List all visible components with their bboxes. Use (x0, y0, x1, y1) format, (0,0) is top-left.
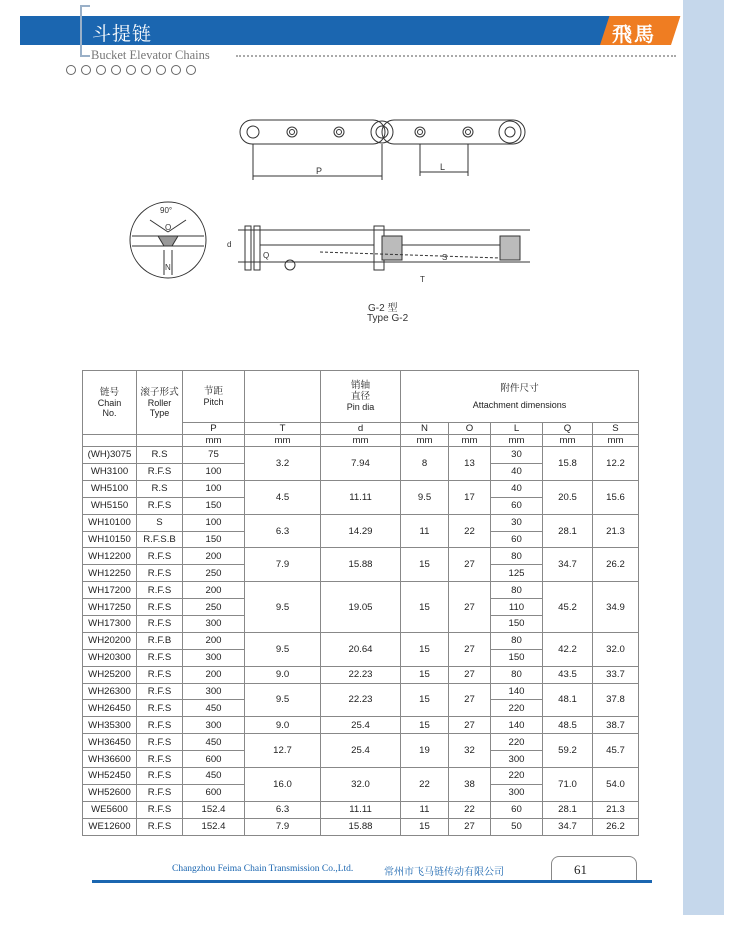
table-row: WH52450 R.F.S 450 16.0 32.0 22 38 220 71.0 54.0 (83, 767, 639, 784)
company-name-en: Changzhou Feima Chain Transmission Co.,Ltd. (172, 864, 354, 874)
dim-o-label: O (165, 223, 172, 232)
dim-n-label: N (165, 263, 171, 272)
side-bar (683, 0, 724, 915)
table-row: WE12600 R.F.S 152.4 7.9 15.88 15 27 50 34.7 26.2 (83, 818, 639, 835)
table-row: WH17200 R.F.S 200 9.5 19.05 15 27 80 45.2 34.9 (83, 582, 639, 599)
table-row: WH17250 R.F.S 250 110 (83, 599, 639, 616)
table-row: WH17300 R.F.S 300 150 (83, 615, 639, 632)
table-row: WH36450 R.F.S 450 12.7 25.4 19 32 220 59.2 45.7 (83, 734, 639, 751)
table-row: WH52600 R.F.S 600 300 (83, 784, 639, 801)
company-name-cn: 常州市飞马链传动有限公司 (384, 867, 504, 878)
col-attachment: 附件尺寸 Attachment dimensions (401, 371, 639, 423)
col-pitch: 节距 Pitch (183, 371, 245, 423)
dim-d-label: d (227, 240, 232, 249)
dim-l-label: L (440, 162, 446, 172)
table-row: WH35300 R.F.S 300 9.0 25.4 15 27 140 48.5 38.7 (83, 717, 639, 734)
decorative-circles (66, 65, 196, 75)
col-pin-dia: 销轴 直径 Pin dia (321, 371, 401, 423)
page-number: 61 (574, 862, 587, 877)
brand-name: 飛馬 (612, 22, 656, 46)
table-row: WH25200 R.F.S 200 9.0 22.23 15 27 80 43.5 33.7 (83, 666, 639, 683)
footer-line (92, 880, 652, 883)
col-roller-type: 滚子形式 Roller Type (137, 371, 183, 435)
page-title: 斗提链 (92, 23, 153, 45)
table-row: WH5100 R.S 100 4.5 11.11 9.5 17 40 20.5 15.6 (83, 480, 639, 497)
chain-drawing (120, 100, 560, 300)
table-row: WE5600 R.F.S 152.4 6.3 11.11 11 22 60 28.1 21.3 (83, 801, 639, 818)
table-row: WH26450 R.F.S 450 220 (83, 700, 639, 717)
dim-q-label: Q (263, 251, 270, 260)
col-chain-no: 链号 Chain No. (83, 371, 137, 435)
table-row: WH10100 S 100 6.3 14.29 11 22 30 28.1 21.3 (83, 514, 639, 531)
table-row: WH5150 R.F.S 150 60 (83, 497, 639, 514)
figure-caption-en: Type G-2 (367, 313, 409, 324)
dim-t-label: T (420, 275, 425, 284)
table-row: WH12200 R.F.S 200 7.9 15.88 15 27 80 34.7 26.2 (83, 548, 639, 565)
table-body (83, 447, 639, 835)
dim-s-label: S (442, 253, 448, 262)
page-subtitle: Bucket Elevator Chains (91, 48, 210, 62)
spec-table: 链号 Chain No. 滚子形式 Roller Type 节距 Pitch 销轴 直径 Pin dia 附件尺寸 Attachment dimensions P T d N O L Q S mm mm mm mm mm mm mm mm (WH)3075 R.S 75 3.2 7.94 8 13 30 15.8 12.2 WH3100 R.F.S 100 40 WH5100 R.S 100 4.5 11.11 9.5 17 40 20.5 15.6 WH5150 R.F.S 150 60 WH10100 S 100 6.3 14.29 11 22 30 28.1 21.3 WH10150 R.F.S.B 150 60 WH12200 R.F.S 200 7.9 15.88 15 27 80 34.7 26.2 WH12250 R.F.S 250 125 WH17200 R.F.S 200 9.5 19.05 15 27 80 45.2 34.9 WH17250 R.F.S 250 110 WH17300 R.F.S 300 150 WH20200 R.F.B 200 9.5 20.64 15 27 80 42.2 32.0 WH20300 R.F.S 300 150 WH25200 R.F.S 200 9.0 22.23 15 27 80 43.5 33.7 WH26300 R.F.S 300 9.5 22.23 15 27 140 48.1 37.8 WH26450 R.F.S 450 220 WH35300 R.F.S 300 9.0 25.4 15 27 140 48.5 38.7 WH36450 R.F.S 450 12.7 25.4 19 32 220 59.2 45.7 WH36600 R.F.S 600 300 WH52450 R.F.S 450 16.0 32.0 22 38 220 71.0 54.0 WH52600 R.F.S 600 300 WE5600 R.F.S 152.4 6.3 11.11 11 22 60 28.1 21.3 WE12600 R.F.S 152.4 7.9 15.88 15 27 50 34.7 26.2 (82, 370, 639, 836)
dim-p-label: P (316, 166, 323, 176)
table-row: WH3100 R.F.S 100 40 (83, 463, 639, 480)
table-row: WH10150 R.F.S.B 150 60 (83, 531, 639, 548)
side-view (238, 226, 530, 270)
figure-caption-cn: G-2 型 (368, 303, 398, 314)
page-number-tab (551, 856, 637, 883)
table-row: WH20200 R.F.B 200 9.5 20.64 15 27 80 42.2 32.0 (83, 632, 639, 649)
table-row: WH12250 R.F.S 250 125 (83, 565, 639, 582)
dotted-divider (236, 55, 676, 57)
angle-label: 90° (160, 206, 173, 215)
top-view (240, 120, 525, 180)
table-row: WH20300 R.F.S 300 150 (83, 649, 639, 666)
header-bracket (80, 5, 90, 57)
table-row: (WH)3075 R.S 75 3.2 7.94 8 13 30 15.8 12.2 (83, 447, 639, 464)
table-row: WH26300 R.F.S 300 9.5 22.23 15 27 140 48.1 37.8 (83, 683, 639, 700)
table-row: WH36600 R.F.S 600 300 (83, 751, 639, 768)
